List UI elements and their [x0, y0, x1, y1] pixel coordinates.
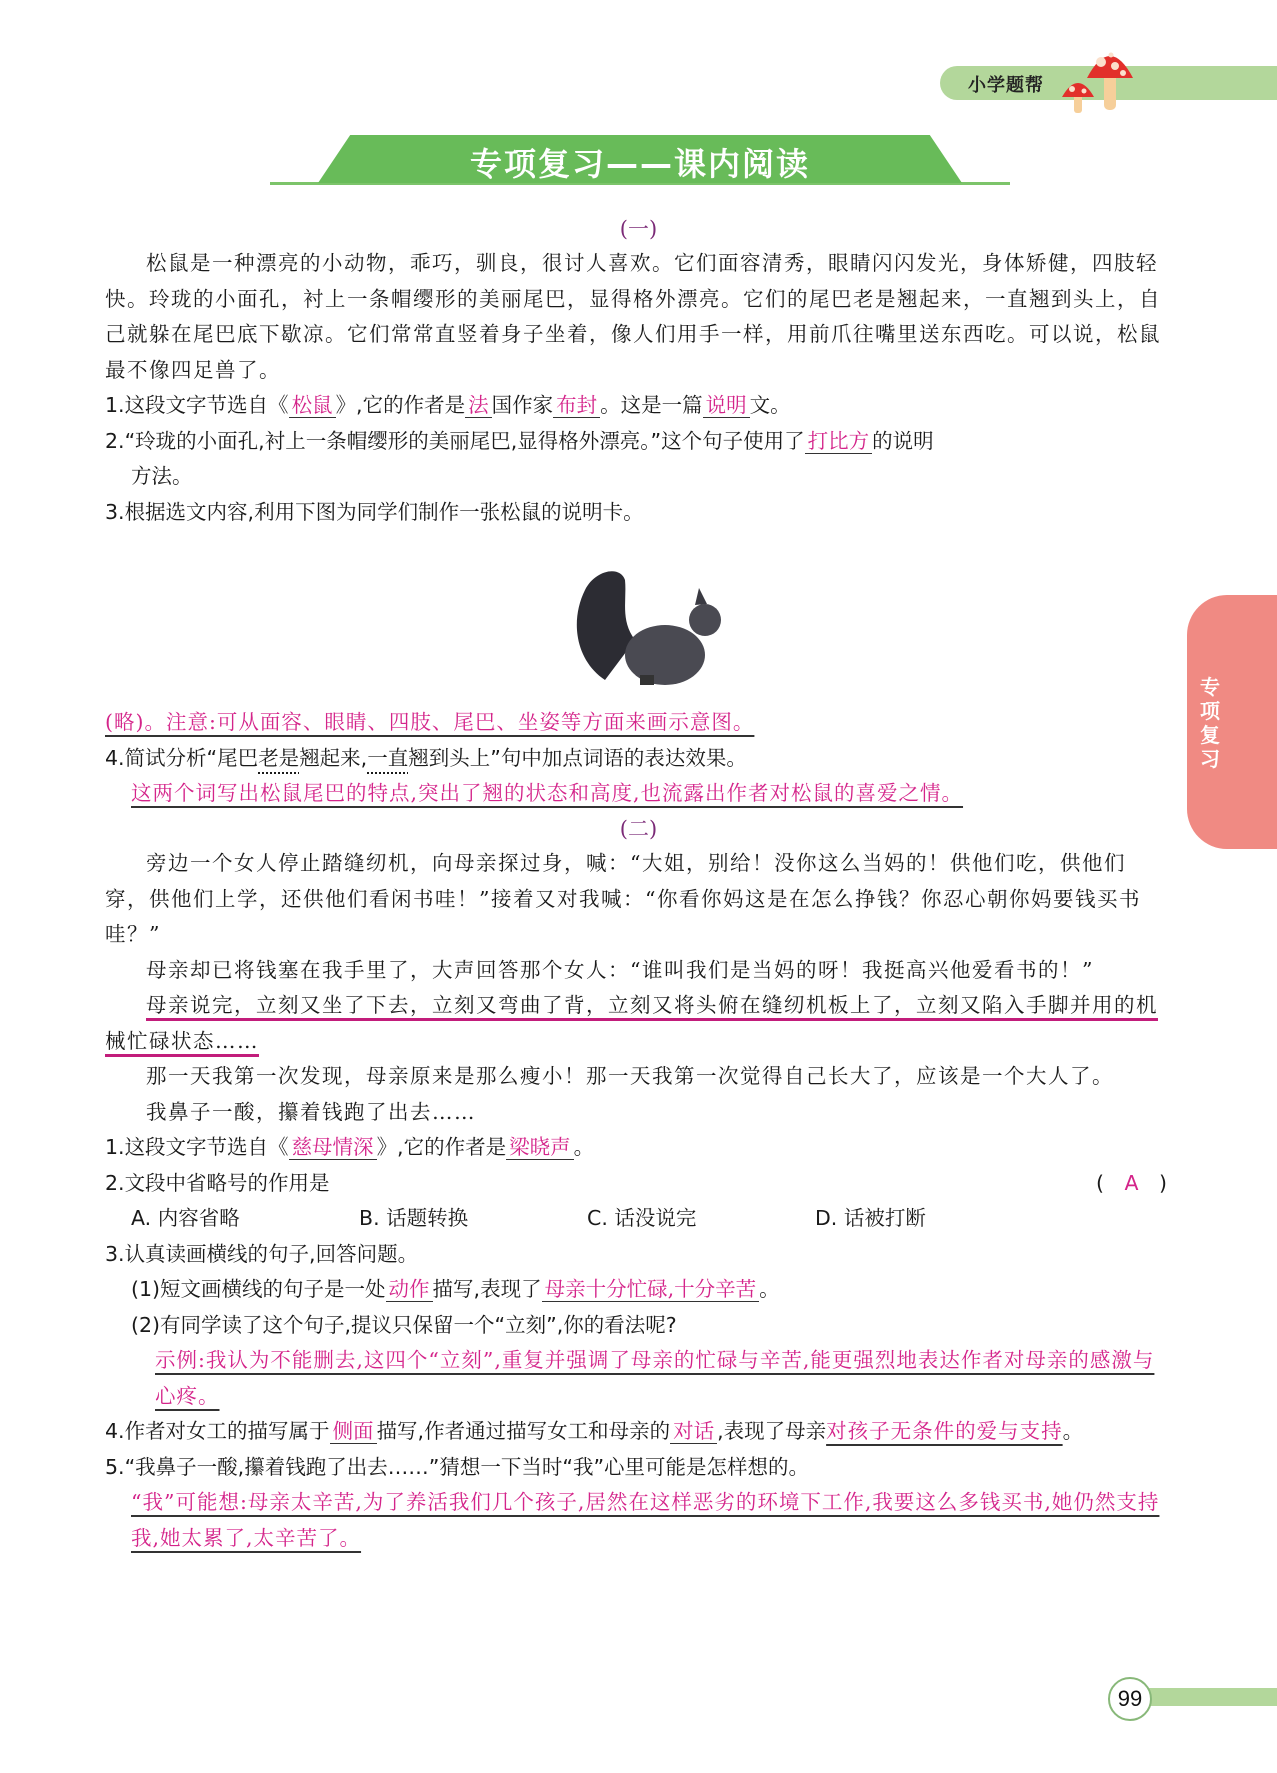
section-heading-1: (一): [619, 217, 658, 241]
dotted-word: 老是: [258, 745, 300, 770]
answer-blank: 慈母情深: [289, 1135, 377, 1160]
section-1: [105, 246, 1167, 530]
answer-blank: 对孩子无条件的爱与支持: [826, 1419, 1063, 1443]
option-c: C. 话没说完: [587, 1206, 697, 1230]
passage-paragraph: 我鼻子一酸，攥着钱跑了出去……: [146, 1099, 476, 1124]
squirrel-image: [565, 560, 735, 695]
option-d: D. 话被打断: [815, 1206, 926, 1230]
answer-blank: 布封: [553, 393, 600, 418]
question-1-3: 3.根据选文内容,利用下图为同学们制作一张松鼠的说明卡。: [105, 499, 644, 524]
answer-text: “我”可能想:母亲太辛苦,为了养活我们几个孩子,居然在这样恶劣的环境下工作,我要这么多钱买书,她仍然支持我,她太累了,太辛苦了。: [131, 1490, 1160, 1550]
page-title-banner: [270, 135, 1010, 185]
passage-paragraph-underlined: 母亲说完，立刻又坐了下去，立刻又弯曲了背，立刻又将头俯在缝纫机板上了，立刻又陷入手脚并用的机械忙碌状态……: [105, 993, 1158, 1053]
answer-blank: 法: [465, 393, 492, 418]
question-1-1: 1.这段文字节选自《 松鼠 》,它的作者是 法 国作家 布封 。这是一篇 说明 文。: [105, 393, 791, 417]
answer-blank: 打比方: [805, 429, 873, 454]
brand-label: 小学题帮: [968, 75, 1044, 96]
side-tab-label: 专项复习: [1200, 675, 1220, 771]
answer-blank: 梁晓声: [506, 1135, 574, 1160]
answer-blank: 动作: [386, 1277, 433, 1302]
question-1-2: 2.“玲珑的小面孔,衬上一条帽缨形的美丽尾巴,显得格外漂亮。”这个句子使用了 打比方 的说明 方法。: [105, 428, 934, 488]
option-a: A. 内容省略: [131, 1206, 240, 1230]
section-heading-2: (二): [619, 817, 658, 841]
answer-text: 这两个词写出松鼠尾巴的特点,突出了翘的状态和高度,也流露出作者对松鼠的喜爱之情。: [131, 781, 964, 805]
section-1-cont: [105, 705, 1167, 812]
option-b: B. 话题转换: [359, 1206, 469, 1230]
question-2-3: 3.认真读画横线的句子,回答问题。: [105, 1241, 419, 1266]
answer-blank: 对话: [670, 1419, 717, 1444]
passage-paragraph: 母亲却已将钱塞在我手里了，大声回答那个女人：“谁叫我们是当妈的呀！我挺高兴他爱看书的！”: [146, 957, 1094, 982]
answer-blank: 说明: [703, 393, 750, 418]
page-number-bar: [1148, 1688, 1277, 1706]
answer-blank: 母亲十分忙碌,十分辛苦: [542, 1277, 760, 1302]
passage-paragraph: 那一天我第一次发现，母亲原来是那么瘦小！那一天我第一次觉得自己长大了，应该是一个大人了。: [146, 1064, 1114, 1088]
mushroom-icon: [1085, 46, 1135, 112]
question-2-3-2: (2)有同学读了这个句子,提议只保留一个“立刻”,你的看法呢?: [131, 1312, 677, 1337]
page-number: 99: [1108, 1677, 1152, 1721]
question-2-5: 5.“我鼻子一酸,攥着钱跑了出去……”猜想一下当时“我”心里可能是怎样想的。: [105, 1454, 810, 1479]
answer-text: (略)。注意:可从面容、眼睛、四肢、尾巴、坐姿等方面来画示意图。: [105, 710, 755, 734]
dotted-word: 一直: [367, 745, 409, 770]
passage-squirrel: 松鼠是一种漂亮的小动物，乖巧，驯良，很讨人喜欢。它们面容清秀，眼睛闪闪发光，身体矫健，四肢轻快。玲珑的小面孔，衬上一条帽缨形的美丽尾巴，显得格外漂亮。它们的尾巴老是翘起来，一直翘到头上，自己就躲在尾巴底下歇凉。它们常常直竖着身子坐着，像人们用手一样，用前爪往嘴里送东西吃。可以说，松鼠最不像四足兽了。: [105, 251, 1161, 382]
answer-blank: 松鼠: [289, 393, 336, 418]
passage-paragraph: 旁边一个女人停止踏缝纫机，向母亲探过身，喊：“大姐，别给！没你这么当妈的！供他们吃，供他们穿，供他们上学，还供他们看闲书哇！”接着又对我喊：“你看你妈这是在怎么挣钱？你忍心朝你妈要钱买书哇？”: [105, 851, 1141, 946]
answer-bracket: ( A ): [1095, 1170, 1167, 1195]
question-1-4: 4.简试分析“尾巴老是翘起来,一直翘到头上”句中加点词语的表达效果。: [105, 745, 747, 770]
question-2-3-1: (1)短文画横线的句子是一处 动作 描写,表现了 母亲十分忙碌,十分辛苦 。: [131, 1277, 780, 1301]
answer-blank: 侧面: [330, 1419, 377, 1444]
question-2-4: 4.作者对女工的描写属于 侧面 描写,作者通过描写女工和母亲的 对话 ,表现了母亲对孩子无条件的爱与支持。: [105, 1419, 1084, 1443]
choice-options: [105, 1201, 1167, 1237]
answer-text: 示例:我认为不能删去,这四个“立刻”,重复并强调了母亲的忙碌与辛苦,能更强烈地表达作者对母亲的感激与心疼。: [155, 1348, 1155, 1408]
question-2-1: 1.这段文字节选自《 慈母情深 》,它的作者是 梁晓声 。: [105, 1135, 595, 1159]
question-2-2: 2.文段中省略号的作用是 ( A ): [105, 1166, 1167, 1202]
section-2: [105, 846, 1167, 1556]
page-title: 专项复习——课内阅读: [469, 145, 810, 183]
